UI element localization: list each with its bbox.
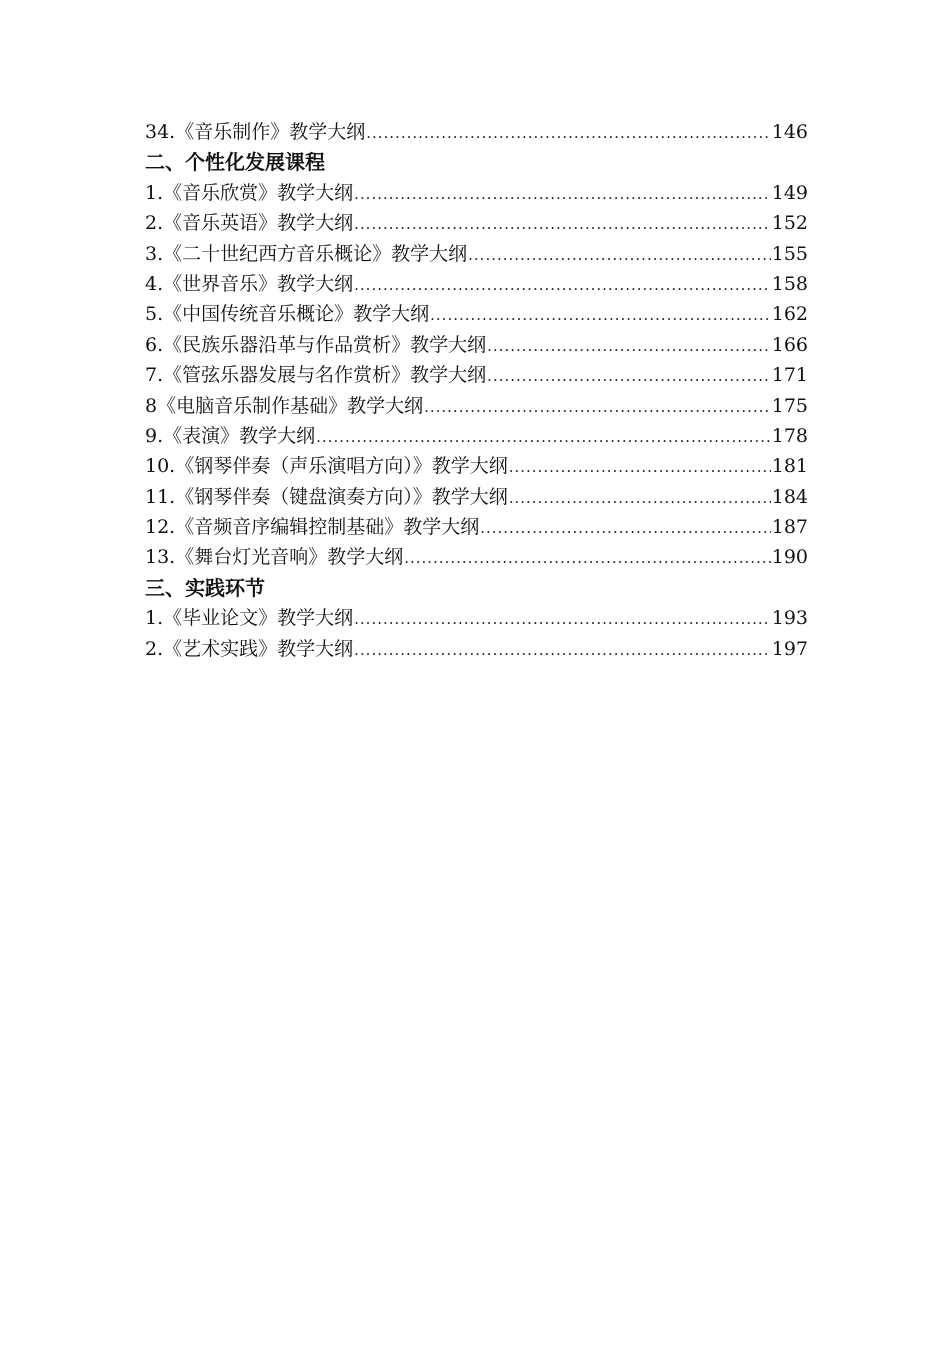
toc-entry-title: 5.《中国传统音乐概论》教学大纲 [145,303,430,326]
dot-leader [430,300,771,330]
toc-entry-title: 4.《世界音乐》教学大纲 [145,272,354,295]
toc-entry[interactable] [145,330,808,360]
toc-entry-title: 34.《音乐制作》教学大纲 [145,121,366,143]
toc-entry[interactable] [145,391,808,421]
toc-entry-page: 166 [771,333,808,356]
toc-entry-page: 178 [771,424,808,447]
toc-entry-title: 1.《毕业论文》教学大纲 [145,607,354,630]
dot-leader [354,604,771,634]
toc-entry-page: 175 [771,394,808,417]
toc-section-heading: 二、个性化发展课程 [145,150,325,175]
toc-entry[interactable] [145,269,808,299]
dot-leader [354,179,771,209]
dot-leader [316,422,771,452]
toc-entry-page: 193 [771,607,808,630]
toc-entry-title: 9.《表演》教学大纲 [145,424,316,447]
toc-entry[interactable] [145,299,808,329]
dot-leader [354,209,771,239]
toc-entry-title: 3.《二十世纪西方音乐概论》教学大纲 [145,242,468,265]
dot-leader [404,543,771,573]
toc-entry-page: 187 [771,516,808,539]
dot-leader [487,361,771,391]
dot-leader [354,635,771,665]
toc-entry-title: 2.《艺术实践》教学大纲 [145,637,354,660]
dot-leader [487,331,771,361]
toc-entry-page: 152 [771,212,808,235]
toc-entry-title: 6.《民族乐器沿革与作品赏析》教学大纲 [145,333,487,356]
toc-entry-page: 181 [771,455,808,478]
toc-entry-title: 1.《音乐欣赏》教学大纲 [145,181,354,204]
toc-entry-title: 10.《钢琴伴奏（声乐演唱方向）》教学大纲 [145,455,508,478]
toc-entry-title: 13.《舞台灯光音响》教学大纲 [145,546,404,569]
toc-entry-page: 184 [771,485,808,508]
toc-entry-title: 2.《音乐英语》教学大纲 [145,212,354,235]
toc-entry-page: 146 [771,121,808,143]
table-of-contents [145,117,808,664]
toc-entry-page: 158 [771,272,808,295]
toc-entry[interactable] [145,239,808,269]
toc-entry[interactable] [145,603,808,633]
dot-leader [509,483,771,513]
toc-entry[interactable] [145,482,808,512]
toc-entry[interactable] [145,451,808,481]
toc-entry-page: 149 [771,181,808,204]
dot-leader [509,452,771,482]
toc-entry-page: 171 [771,364,808,387]
toc-entry-page: 197 [771,637,808,660]
toc-entry[interactable] [145,421,808,451]
toc-section-heading: 三、实践环节 [145,575,265,600]
toc-entry[interactable] [145,512,808,542]
toc-entry[interactable] [145,634,808,664]
toc-entry-page: 155 [771,242,808,265]
toc-entry[interactable] [145,178,808,208]
dot-leader [480,513,771,543]
toc-entry[interactable] [145,208,808,238]
dot-leader [468,240,771,270]
toc-entry-title: 7.《管弦乐器发展与名作赏析》教学大纲 [145,364,487,387]
toc-entry-page: 162 [771,303,808,326]
toc-entry-title: 12.《音频音序编辑控制基础》教学大纲 [145,516,480,539]
dot-leader [354,270,771,300]
toc-entry[interactable] [145,117,808,147]
toc-entry-title: 8《电脑音乐制作基础》教学大纲 [145,394,424,417]
toc-entry[interactable] [145,542,808,572]
toc-entry-title: 11.《钢琴伴奏（键盘演奏方向）》教学大纲 [145,485,508,508]
dot-leader [424,392,771,422]
toc-entry-page: 190 [771,546,808,569]
dot-leader [366,118,771,148]
toc-entry[interactable] [145,360,808,390]
